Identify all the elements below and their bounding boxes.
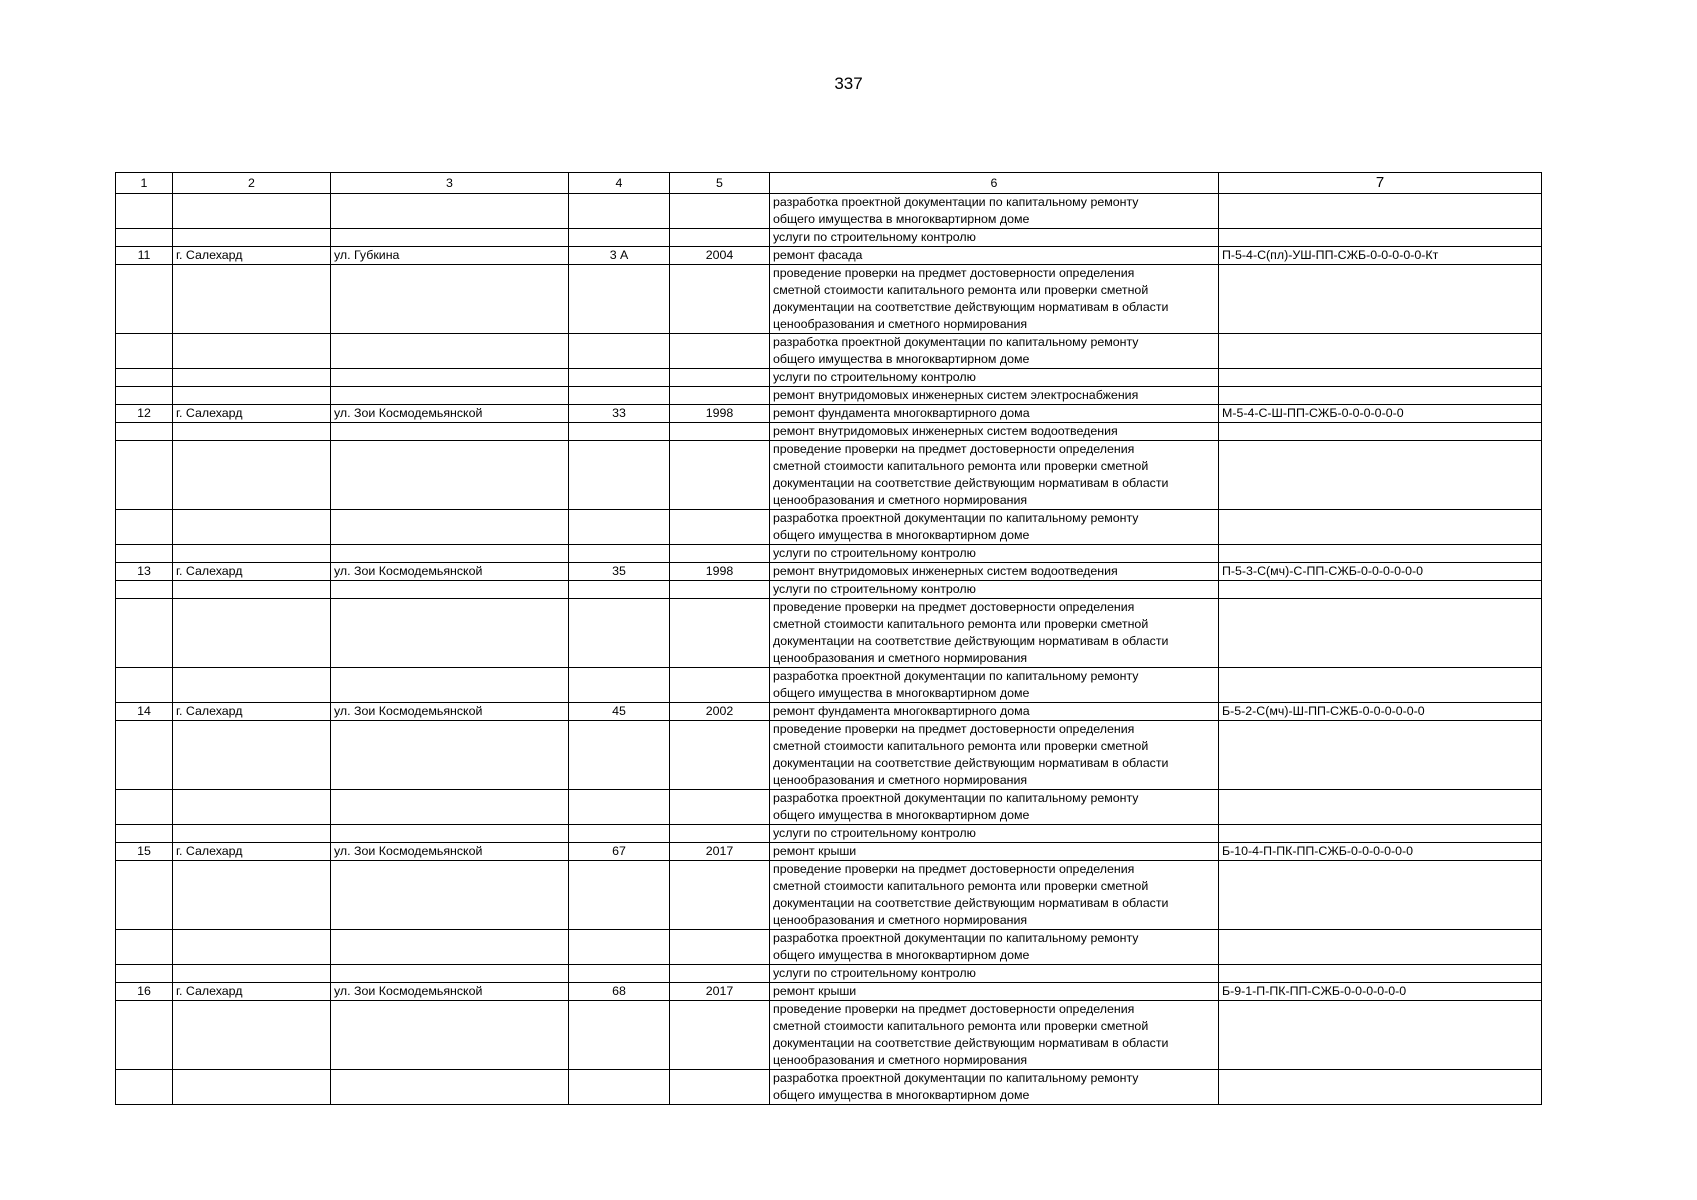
work-line: проведение проверки на предмет достоверности определения	[773, 862, 1135, 876]
work-line: ремонт фундамента многоквартирного дома	[773, 406, 1030, 420]
work-line: общего имущества в многоквартирном доме	[773, 1088, 1030, 1102]
house-number-cell: 67	[569, 843, 670, 861]
row-number	[116, 1001, 173, 1070]
building-code-cell	[1219, 545, 1542, 563]
repair-table	[115, 172, 1542, 1105]
year-cell: 2002	[670, 703, 770, 721]
street-cell	[331, 510, 569, 545]
work-line: услуги по строительному контролю	[773, 826, 976, 840]
building-code-cell: М-5-4-С-Ш-ПП-СЖБ-0-0-0-0-0-0	[1219, 405, 1542, 423]
year-cell	[670, 790, 770, 825]
city-cell: г. Салехард	[173, 843, 331, 861]
page-number: 337	[834, 74, 863, 93]
row-number	[116, 790, 173, 825]
house-number-cell	[569, 599, 670, 668]
work-type-cell	[770, 703, 1219, 721]
row-number	[116, 965, 173, 983]
street-cell	[331, 581, 569, 599]
street-cell	[331, 721, 569, 790]
work-line: ремонт крыши	[773, 844, 857, 858]
building-code-cell: П-5-4-С(пл)-УШ-ПП-СЖБ-0-0-0-0-0-Кт	[1219, 247, 1542, 265]
work-type-cell	[770, 668, 1219, 703]
work-line: ценообразования и сметного нормирования	[773, 493, 1028, 507]
table-row	[116, 790, 1542, 825]
year-cell: 2017	[670, 843, 770, 861]
work-line: сметной стоимости капитального ремонта или проверки сметной	[773, 283, 1149, 297]
building-code-cell: П-5-3-С(мч)-С-ПП-СЖБ-0-0-0-0-0-0	[1219, 563, 1542, 581]
work-line: ремонт крыши	[773, 984, 857, 998]
work-type-cell	[770, 194, 1219, 229]
table-row	[116, 930, 1542, 965]
table-row	[116, 545, 1542, 563]
work-line: ремонт внутридомовых инженерных систем электроснабжения	[773, 388, 1139, 402]
street-cell	[331, 1070, 569, 1105]
year-cell	[670, 825, 770, 843]
house-number-cell	[569, 668, 670, 703]
work-type-cell	[770, 369, 1219, 387]
house-number-cell	[569, 387, 670, 405]
table-row	[116, 1070, 1542, 1105]
work-type-cell	[770, 387, 1219, 405]
work-line: общего имущества в многоквартирном доме	[773, 352, 1030, 366]
row-number	[116, 229, 173, 247]
building-code-cell	[1219, 229, 1542, 247]
work-type-cell	[770, 423, 1219, 441]
row-number: 15	[116, 843, 173, 861]
work-line: разработка проектной документации по капитальному ремонту	[773, 669, 1139, 683]
table-row	[116, 387, 1542, 405]
street-cell	[331, 334, 569, 369]
row-number	[116, 387, 173, 405]
work-type-cell	[770, 790, 1219, 825]
street-cell	[331, 668, 569, 703]
work-line: сметной стоимости капитального ремонта или проверки сметной	[773, 739, 1149, 753]
city-cell	[173, 510, 331, 545]
work-line: услуги по строительному контролю	[773, 370, 976, 384]
year-cell	[670, 441, 770, 510]
work-line: разработка проектной документации по капитальному ремонту	[773, 931, 1139, 945]
table-row	[116, 405, 1542, 423]
street-cell: ул. Зои Космодемьянской	[331, 563, 569, 581]
city-cell	[173, 581, 331, 599]
work-line: ценообразования и сметного нормирования	[773, 913, 1028, 927]
row-number	[116, 369, 173, 387]
row-number: 11	[116, 247, 173, 265]
street-cell	[331, 825, 569, 843]
work-line: общего имущества в многоквартирном доме	[773, 686, 1030, 700]
table-row	[116, 599, 1542, 668]
street-cell	[331, 387, 569, 405]
street-cell: ул. Зои Космодемьянской	[331, 983, 569, 1001]
city-cell	[173, 229, 331, 247]
header-row	[116, 173, 1542, 194]
year-cell	[670, 861, 770, 930]
row-number	[116, 825, 173, 843]
building-code-cell	[1219, 965, 1542, 983]
year-cell	[670, 1070, 770, 1105]
table-row	[116, 334, 1542, 369]
year-cell	[670, 194, 770, 229]
building-code-cell	[1219, 194, 1542, 229]
building-code-cell	[1219, 334, 1542, 369]
work-line: ценообразования и сметного нормирования	[773, 773, 1028, 787]
column-header: 1	[116, 173, 173, 194]
work-line: общего имущества в многоквартирном доме	[773, 212, 1030, 226]
house-number-cell	[569, 790, 670, 825]
column-header: 2	[173, 173, 331, 194]
row-number	[116, 1070, 173, 1105]
house-number-cell: 33	[569, 405, 670, 423]
street-cell	[331, 369, 569, 387]
table-row	[116, 825, 1542, 843]
street-cell	[331, 965, 569, 983]
row-number	[116, 510, 173, 545]
city-cell	[173, 930, 331, 965]
house-number-cell: 68	[569, 983, 670, 1001]
work-line: проведение проверки на предмет достоверности определения	[773, 600, 1135, 614]
year-cell: 1998	[670, 405, 770, 423]
house-number-cell	[569, 1001, 670, 1070]
table-row	[116, 861, 1542, 930]
building-code-cell	[1219, 441, 1542, 510]
building-code-cell	[1219, 930, 1542, 965]
table-body	[116, 194, 1542, 1105]
work-line: проведение проверки на предмет достоверности определения	[773, 442, 1135, 456]
street-cell: ул. Зои Космодемьянской	[331, 405, 569, 423]
work-type-cell	[770, 861, 1219, 930]
work-line: общего имущества в многоквартирном доме	[773, 948, 1030, 962]
year-cell: 1998	[670, 563, 770, 581]
row-number: 13	[116, 563, 173, 581]
table-row	[116, 229, 1542, 247]
table-row	[116, 703, 1542, 721]
building-code-cell	[1219, 825, 1542, 843]
year-cell	[670, 334, 770, 369]
work-line: услуги по строительному контролю	[773, 230, 976, 244]
column-header: 4	[569, 173, 670, 194]
street-cell	[331, 790, 569, 825]
street-cell	[331, 545, 569, 563]
table-row	[116, 510, 1542, 545]
city-cell	[173, 194, 331, 229]
table-row	[116, 983, 1542, 1001]
city-cell: г. Салехард	[173, 703, 331, 721]
column-header: 6	[770, 173, 1219, 194]
table-row	[116, 581, 1542, 599]
house-number-cell	[569, 721, 670, 790]
building-code-cell	[1219, 668, 1542, 703]
year-cell	[670, 1001, 770, 1070]
work-type-cell	[770, 563, 1219, 581]
work-line: ремонт фундамента многоквартирного дома	[773, 704, 1030, 718]
city-cell: г. Салехард	[173, 563, 331, 581]
building-code-cell: Б-9-1-П-ПК-ПП-СЖБ-0-0-0-0-0-0	[1219, 983, 1542, 1001]
work-line: услуги по строительному контролю	[773, 546, 976, 560]
work-type-cell	[770, 247, 1219, 265]
work-type-cell	[770, 441, 1219, 510]
city-cell	[173, 599, 331, 668]
house-number-cell	[569, 369, 670, 387]
house-number-cell	[569, 930, 670, 965]
year-cell	[670, 965, 770, 983]
city-cell: г. Салехард	[173, 247, 331, 265]
city-cell	[173, 387, 331, 405]
house-number-cell	[569, 229, 670, 247]
work-line: сметной стоимости капитального ремонта или проверки сметной	[773, 617, 1149, 631]
street-cell	[331, 599, 569, 668]
work-type-cell	[770, 1070, 1219, 1105]
table-row	[116, 423, 1542, 441]
work-line: разработка проектной документации по капитальному ремонту	[773, 1071, 1139, 1085]
city-cell	[173, 334, 331, 369]
work-line: документации на соответствие действующим нормативам в области	[773, 1036, 1169, 1050]
work-type-cell	[770, 265, 1219, 334]
work-type-cell	[770, 229, 1219, 247]
building-code-cell	[1219, 265, 1542, 334]
work-type-cell	[770, 545, 1219, 563]
building-code-cell	[1219, 721, 1542, 790]
table-row	[116, 247, 1542, 265]
street-cell	[331, 930, 569, 965]
table-row	[116, 369, 1542, 387]
house-number-cell	[569, 581, 670, 599]
street-cell	[331, 861, 569, 930]
work-line: ценообразования и сметного нормирования	[773, 1053, 1028, 1067]
work-type-cell	[770, 581, 1219, 599]
house-number-cell: 3 А	[569, 247, 670, 265]
year-cell	[670, 545, 770, 563]
year-cell	[670, 229, 770, 247]
work-line: разработка проектной документации по капитальному ремонту	[773, 195, 1139, 209]
work-type-cell	[770, 510, 1219, 545]
work-line: ремонт внутридомовых инженерных систем водоотведения	[773, 564, 1118, 578]
building-code-cell: Б-5-2-С(мч)-Ш-ПП-СЖБ-0-0-0-0-0-0	[1219, 703, 1542, 721]
city-cell	[173, 668, 331, 703]
work-line: документации на соответствие действующим нормативам в области	[773, 756, 1169, 770]
row-number: 12	[116, 405, 173, 423]
row-number	[116, 441, 173, 510]
house-number-cell	[569, 861, 670, 930]
work-line: ремонт фасада	[773, 248, 863, 262]
year-cell	[670, 265, 770, 334]
work-line: ценообразования и сметного нормирования	[773, 651, 1028, 665]
work-line: документации на соответствие действующим нормативам в области	[773, 896, 1169, 910]
year-cell	[670, 668, 770, 703]
year-cell	[670, 581, 770, 599]
house-number-cell	[569, 423, 670, 441]
work-type-cell	[770, 599, 1219, 668]
year-cell	[670, 369, 770, 387]
row-number	[116, 721, 173, 790]
street-cell	[331, 194, 569, 229]
year-cell	[670, 599, 770, 668]
row-number	[116, 423, 173, 441]
year-cell	[670, 387, 770, 405]
column-header: 3	[331, 173, 569, 194]
work-line: проведение проверки на предмет достоверности определения	[773, 1002, 1135, 1016]
table-row	[116, 441, 1542, 510]
work-line: услуги по строительному контролю	[773, 582, 976, 596]
work-type-cell	[770, 721, 1219, 790]
work-line: документации на соответствие действующим нормативам в области	[773, 634, 1169, 648]
city-cell	[173, 441, 331, 510]
city-cell: г. Салехард	[173, 983, 331, 1001]
work-line: сметной стоимости капитального ремонта или проверки сметной	[773, 459, 1149, 473]
work-line: проведение проверки на предмет достоверности определения	[773, 266, 1135, 280]
city-cell	[173, 965, 331, 983]
table-row	[116, 668, 1542, 703]
work-line: ценообразования и сметного нормирования	[773, 317, 1028, 331]
work-line: общего имущества в многоквартирном доме	[773, 808, 1030, 822]
city-cell	[173, 825, 331, 843]
column-header: 5	[670, 173, 770, 194]
table-row	[116, 265, 1542, 334]
row-number	[116, 668, 173, 703]
building-code-cell	[1219, 387, 1542, 405]
house-number-cell: 45	[569, 703, 670, 721]
building-code-cell	[1219, 510, 1542, 545]
building-code-cell	[1219, 581, 1542, 599]
work-type-cell	[770, 334, 1219, 369]
row-number	[116, 334, 173, 369]
work-type-cell	[770, 965, 1219, 983]
work-line: разработка проектной документации по капитальному ремонту	[773, 335, 1139, 349]
house-number-cell	[569, 265, 670, 334]
building-code-cell	[1219, 369, 1542, 387]
row-number	[116, 861, 173, 930]
work-line: документации на соответствие действующим нормативам в области	[773, 300, 1169, 314]
building-code-cell	[1219, 1001, 1542, 1070]
row-number	[116, 545, 173, 563]
building-code-cell	[1219, 790, 1542, 825]
work-line: проведение проверки на предмет достоверности определения	[773, 722, 1135, 736]
city-cell	[173, 369, 331, 387]
street-cell	[331, 265, 569, 334]
work-type-cell	[770, 843, 1219, 861]
city-cell	[173, 721, 331, 790]
work-line: ремонт внутридомовых инженерных систем водоотведения	[773, 424, 1118, 438]
work-type-cell	[770, 405, 1219, 423]
city-cell	[173, 861, 331, 930]
house-number-cell: 35	[569, 563, 670, 581]
row-number: 14	[116, 703, 173, 721]
work-type-cell	[770, 1001, 1219, 1070]
street-cell	[331, 423, 569, 441]
city-cell	[173, 545, 331, 563]
row-number	[116, 599, 173, 668]
work-line: сметной стоимости капитального ремонта или проверки сметной	[773, 1019, 1149, 1033]
year-cell	[670, 930, 770, 965]
street-cell	[331, 1001, 569, 1070]
street-cell	[331, 441, 569, 510]
city-cell: г. Салехард	[173, 405, 331, 423]
row-number	[116, 194, 173, 229]
row-number	[116, 265, 173, 334]
house-number-cell	[569, 545, 670, 563]
table-row	[116, 563, 1542, 581]
city-cell	[173, 265, 331, 334]
table-row	[116, 965, 1542, 983]
table-row	[116, 1001, 1542, 1070]
city-cell	[173, 1001, 331, 1070]
year-cell: 2004	[670, 247, 770, 265]
work-line: услуги по строительному контролю	[773, 966, 976, 980]
work-line: разработка проектной документации по капитальному ремонту	[773, 511, 1139, 525]
street-cell	[331, 229, 569, 247]
house-number-cell	[569, 965, 670, 983]
house-number-cell	[569, 1070, 670, 1105]
building-code-cell	[1219, 599, 1542, 668]
city-cell	[173, 790, 331, 825]
year-cell	[670, 423, 770, 441]
table-row	[116, 843, 1542, 861]
house-number-cell	[569, 825, 670, 843]
row-number	[116, 930, 173, 965]
building-code-cell	[1219, 1070, 1542, 1105]
building-code-cell: Б-10-4-П-ПК-ПП-СЖБ-0-0-0-0-0-0	[1219, 843, 1542, 861]
row-number	[116, 581, 173, 599]
year-cell: 2017	[670, 983, 770, 1001]
table-row	[116, 194, 1542, 229]
work-type-cell	[770, 930, 1219, 965]
city-cell	[173, 1070, 331, 1105]
street-cell: ул. Зои Космодемьянской	[331, 703, 569, 721]
house-number-cell	[569, 441, 670, 510]
work-line: разработка проектной документации по капитальному ремонту	[773, 791, 1139, 805]
year-cell	[670, 510, 770, 545]
house-number-cell	[569, 334, 670, 369]
year-cell	[670, 721, 770, 790]
street-cell: ул. Губкина	[331, 247, 569, 265]
table-row	[116, 721, 1542, 790]
work-line: документации на соответствие действующим нормативам в области	[773, 476, 1169, 490]
street-cell: ул. Зои Космодемьянской	[331, 843, 569, 861]
row-number: 16	[116, 983, 173, 1001]
work-type-cell	[770, 825, 1219, 843]
work-type-cell	[770, 983, 1219, 1001]
building-code-cell	[1219, 423, 1542, 441]
work-line: общего имущества в многоквартирном доме	[773, 528, 1030, 542]
work-line: сметной стоимости капитального ремонта или проверки сметной	[773, 879, 1149, 893]
column-header: 7	[1219, 173, 1542, 194]
city-cell	[173, 423, 331, 441]
house-number-cell	[569, 510, 670, 545]
building-code-cell	[1219, 861, 1542, 930]
house-number-cell	[569, 194, 670, 229]
